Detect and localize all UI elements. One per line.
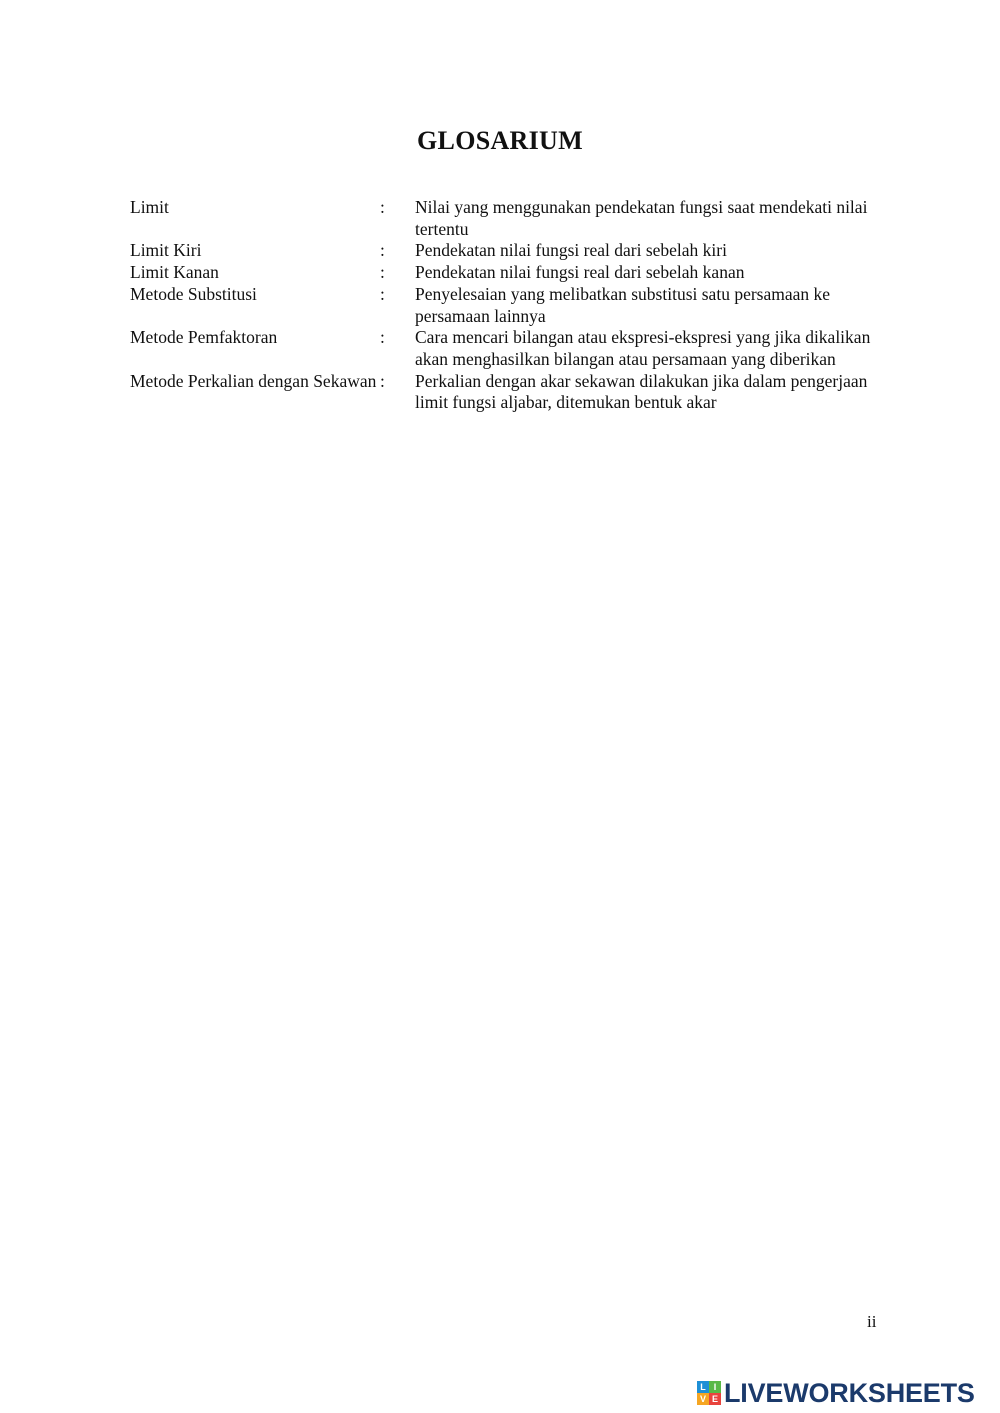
glossary-list [130,197,890,414]
glossary-term: Metode Pemfaktoran [130,327,278,348]
glossary-definition: Nilai yang menggunakan pendekatan fungsi saat mendekati nilai tertentu [415,197,868,239]
glossary-definition: Penyelesaian yang melibatkan substitusi satu persamaan ke persamaan lainnya [415,283,831,326]
logo-letter: V [697,1393,709,1405]
glossary-term: Limit Kiri [130,240,202,261]
glossary-term: Limit [130,197,169,217]
glossary-definition: Cara mencari bilangan atau ekspresi-ekspresi yang jika dikalikan akan menghasilkan bilangan atau persamaan yang diberikan [415,327,871,369]
glossary-entry [130,197,890,240]
glossary-term: Limit Kanan [130,262,219,283]
logo-letter: L [697,1381,709,1393]
logo-letter: I [709,1381,721,1393]
glossary-term: Metode Substitusi [130,283,257,304]
term-separator: : [380,370,385,391]
glossary-entry [130,327,890,370]
glossary-term: Metode Perkalian dengan Sekawan [130,370,377,391]
page-title: GLOSARIUM [417,126,583,155]
glossary-entry [130,371,890,414]
liveworksheets-watermark [697,1378,975,1408]
page-number: ii [867,1312,877,1331]
glossary-entry [130,262,890,284]
term-separator: : [380,327,385,348]
glossary-definition: Pendekatan nilai fungsi real dari sebelah kanan [415,262,745,283]
term-separator: : [380,197,385,217]
liveworksheets-logo-icon [697,1381,721,1405]
glossary-definition: Perkalian dengan akar sekawan dilakukan jika dalam pengerjaan limit fungsi aljabar, ditemukan bentuk akar [415,370,868,413]
glossary-entry [130,284,890,327]
glossary-entry [130,240,890,262]
term-separator: : [380,283,385,304]
term-separator: : [380,262,385,283]
glossary-definition: Pendekatan nilai fungsi real dari sebelah kiri [415,240,727,261]
logo-letter: E [709,1393,721,1405]
liveworksheets-brand-text: LIVEWORKSHEETS [724,1377,975,1408]
term-separator: : [380,240,385,261]
